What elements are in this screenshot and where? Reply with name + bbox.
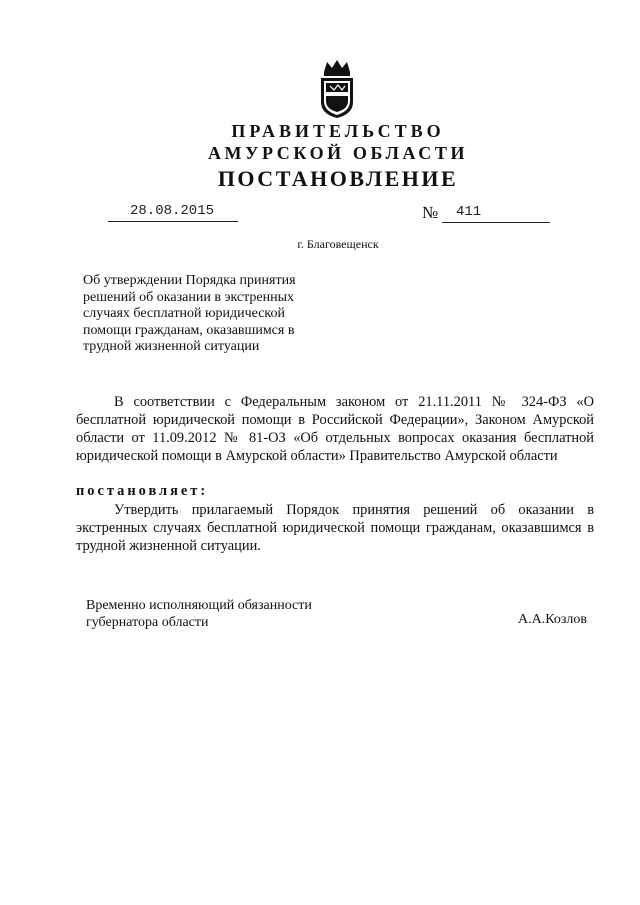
signatory-position-line: Временно исполняющий обязанности [86, 598, 312, 613]
coat-of-arms-icon [316, 58, 358, 120]
document-subject [83, 273, 343, 356]
decree-word: постановляет: [76, 483, 209, 499]
subject-line: случаях бесплатной юридической [83, 306, 286, 321]
document-date: 28.08.2015 [130, 203, 215, 219]
decision-paragraph: Утвердить прилагаемый Порядок принятия решений об оказании в экстренных случаях бесплатной юридической помощи гражданам, оказавшимся в трудной жизненной ситуации. [76, 502, 594, 554]
subject-line: помощи гражданам, оказавшимся в [83, 322, 295, 338]
subject-line: трудной жизненной ситуации [83, 339, 260, 354]
signatory-position [86, 598, 346, 631]
signatory-position-line: губернатора области [86, 614, 209, 630]
signatory-name: А.А.Козлов [518, 612, 587, 627]
preamble-paragraph: В соответствии с Федеральным законом от 21.11.2011 № 324-ФЗ «О бесплатной юридической помощи в Российской Федерации», Законом Амурской области от 11.09.2012 № 81-ОЗ «Об отдельных вопросах оказания бесплатной юридической помощи в Амурской области» Правительство Амурской области [76, 394, 594, 464]
document-number: 411 [456, 204, 482, 220]
number-label: № [422, 203, 439, 222]
organization-name-line1: ПРАВИТЕЛЬСТВО [231, 121, 445, 141]
city-name: г. Благовещенск [297, 237, 379, 251]
document-type-title: ПОСТАНОВЛЕНИЕ [217, 166, 459, 191]
date-underline [108, 221, 238, 222]
subject-line: Об утверждении Порядка принятия [83, 273, 296, 288]
organization-name-line2: АМУРСКОЙ ОБЛАСТИ [207, 143, 469, 163]
number-underline [442, 222, 550, 223]
subject-line: решений об оказании в экстренных [83, 289, 295, 305]
